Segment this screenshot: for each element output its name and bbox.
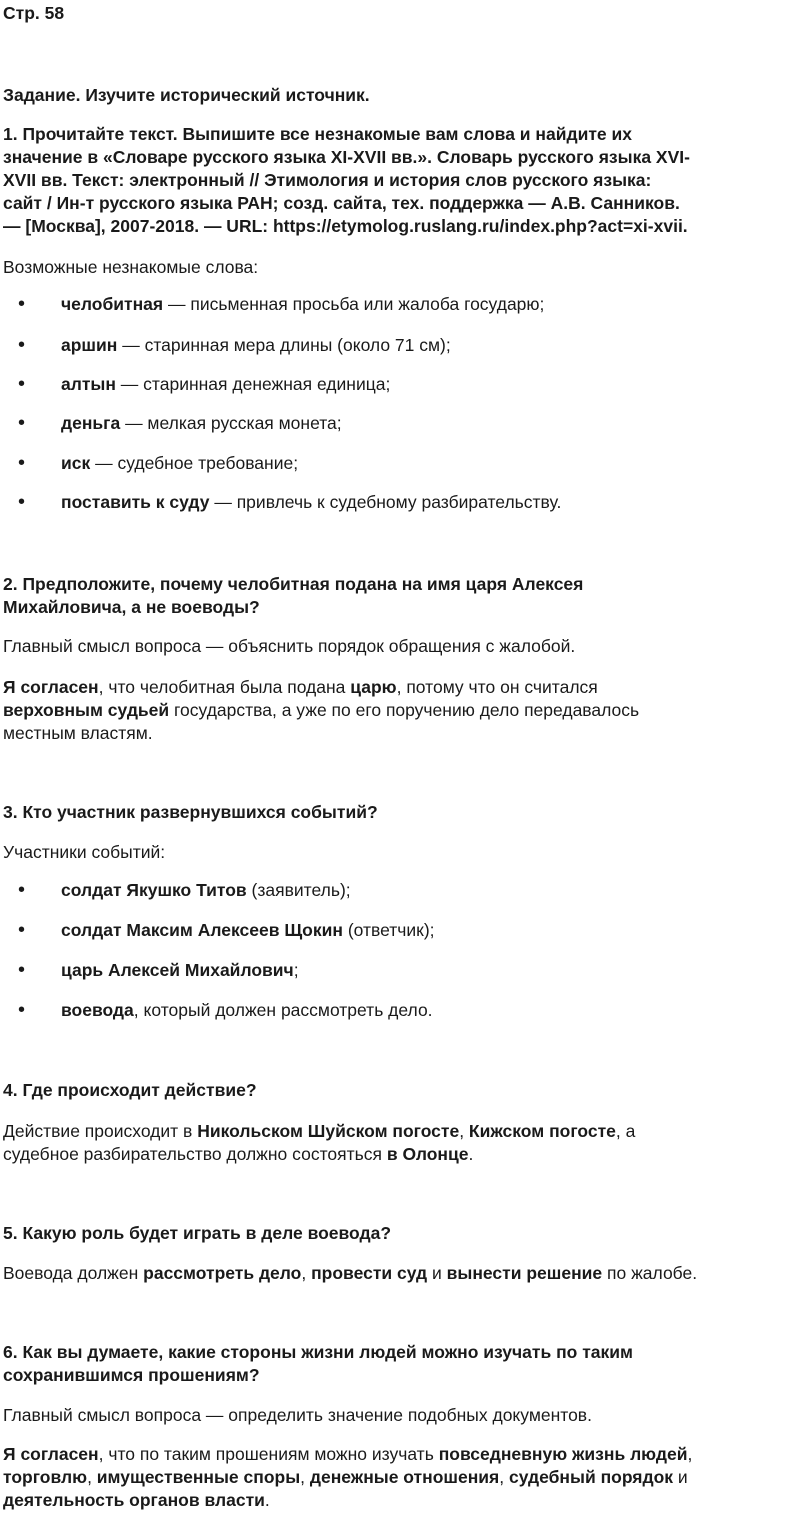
list-item (3, 999, 433, 1022)
text: , что по таким прошениям можно изучать (98, 1444, 439, 1464)
term: поставить к суду (61, 492, 210, 512)
question-2 (3, 573, 583, 619)
answer-line (3, 1143, 635, 1166)
participant: воевода (61, 1000, 134, 1020)
text: и (673, 1467, 688, 1487)
question-4: 4. Где происходит действие? (3, 1080, 257, 1100)
question-1-line: сайт / Ин-т русского языка РАН; созд. сайта, тех. поддержка — А.В. Санников. (3, 193, 680, 213)
bold-text: царю (350, 677, 397, 697)
bold-text: судебный порядок (508, 1467, 674, 1487)
question-6-line: 6. Как вы думаете, какие стороны жизни людей можно изучать по таким (3, 1342, 633, 1362)
bold-text: торговлю (3, 1467, 88, 1487)
bold-text: верховным судьей (3, 700, 170, 720)
question-4-answer (3, 1120, 635, 1166)
answer-line (3, 699, 639, 722)
question-2-hint: Главный смысл вопроса — объяснить порядок обращения с жалобой. (3, 636, 576, 656)
bold-text: рассмотреть дело (143, 1263, 302, 1283)
question-5: 5. Какую роль будет играть в деле воевода? (3, 1223, 392, 1243)
text: . (468, 1144, 474, 1164)
bold-text: имущественные споры (96, 1467, 301, 1487)
page-number: Стр. 58 (3, 3, 65, 23)
list-item (3, 334, 451, 357)
question-1-line: XVII вв. Текст: электронный // Этимология и история слов русского языка: (3, 170, 652, 190)
definition: — привлечь к судебному разбирательству. (209, 492, 562, 512)
question-6 (3, 1341, 633, 1387)
question-5-answer (3, 1262, 697, 1285)
question-6-hint: Главный смысл вопроса — определить значение подобных документов. (3, 1405, 592, 1425)
task-heading: Задание. Изучите исторический источник. (3, 85, 370, 105)
text: Воевода должен (3, 1263, 144, 1283)
text: , потому что он считался (396, 677, 598, 697)
list-item (3, 959, 299, 982)
text: , (87, 1467, 97, 1487)
bold-text: Я согласен (3, 1444, 99, 1464)
bold-text: Кижском погосте (468, 1121, 616, 1141)
participants-intro: Участники событий: (3, 842, 166, 862)
participant-role: ; (293, 960, 299, 980)
bold-text: вынести решение (446, 1263, 603, 1283)
answer-line (3, 1466, 692, 1489)
definition: — судебное требование; (90, 453, 299, 473)
bold-text: деятельность органов власти (3, 1490, 265, 1510)
answer-line (3, 1443, 692, 1466)
definition: — мелкая русская монета; (120, 413, 342, 433)
list-item (3, 452, 298, 475)
answer-line (3, 1120, 635, 1143)
question-3: 3. Кто участник развернувшихся событий? (3, 802, 378, 822)
list-item (3, 412, 342, 435)
term: челобитная (61, 294, 164, 314)
text: , (300, 1467, 310, 1487)
question-1-line: значение в «Словаре русского языка XI-XVII вв.». Словарь русского языка XVI- (3, 147, 690, 167)
question-6-line: сохранившимся прошениям? (3, 1365, 260, 1385)
text: , а (615, 1121, 636, 1141)
text: . (264, 1490, 270, 1510)
text: государства, а уже по его поручению дело передавалось (169, 700, 640, 720)
term: аршин (61, 335, 118, 355)
text: и (427, 1263, 447, 1283)
term: деньга (61, 413, 121, 433)
answer-line (3, 676, 639, 699)
text: , (459, 1121, 469, 1141)
text: , (301, 1263, 312, 1283)
question-2-line: Михайловича, а не воеводы? (3, 597, 260, 617)
text: по жалобе. (602, 1263, 698, 1283)
participant-role: , который должен рассмотреть дело. (133, 1000, 433, 1020)
list-item (3, 879, 351, 902)
bold-text: денежные отношения (309, 1467, 500, 1487)
words-intro: Возможные незнакомые слова: (3, 257, 259, 277)
definition: — старинная денежная единица; (115, 374, 391, 394)
text: , (499, 1467, 509, 1487)
participant-role: (заявитель); (246, 880, 351, 900)
bold-text: провести суд (311, 1263, 428, 1283)
question-6-answer (3, 1443, 692, 1512)
question-1-line: — [Москва], 2007-2018. — URL: https://etymolog.ruslang.ru/index.php?act=xi-xvii. (3, 216, 688, 236)
text: , (687, 1444, 693, 1464)
question-1 (3, 123, 690, 238)
bold-text: повседневную жизнь людей (438, 1444, 688, 1464)
bold-text: в Олонце (386, 1144, 469, 1164)
term: алтын (61, 374, 116, 394)
answer-line: местным властям. (3, 723, 153, 743)
participant: царь Алексей Михайлович (61, 960, 294, 980)
question-2-answer (3, 676, 639, 745)
list-item (3, 491, 561, 514)
question-2-line: 2. Предположите, почему челобитная подана на имя царя Алексея (3, 574, 584, 594)
list-item (3, 293, 544, 316)
definition: — старинная мера длины (около 71 см); (117, 335, 451, 355)
list-item (3, 919, 435, 942)
term: иск (61, 453, 91, 473)
list-item (3, 373, 390, 396)
definition: — письменная просьба или жалоба государю; (163, 294, 545, 314)
participant: солдат Якушко Титов (61, 880, 247, 900)
text: судебное разбирательство должно состояться (3, 1144, 387, 1164)
participant-role: (ответчик); (342, 920, 435, 940)
bold-text: Никольском Шуйском погосте (197, 1121, 460, 1141)
participant: солдат Максим Алексеев Щокин (61, 920, 343, 940)
text: , что челобитная была подана (98, 677, 351, 697)
text: Действие происходит в (3, 1121, 198, 1141)
bold-text: Я согласен (3, 677, 99, 697)
question-1-line: 1. Прочитайте текст. Выпишите все незнакомые вам слова и найдите их (3, 124, 632, 144)
answer-line (3, 1489, 692, 1512)
